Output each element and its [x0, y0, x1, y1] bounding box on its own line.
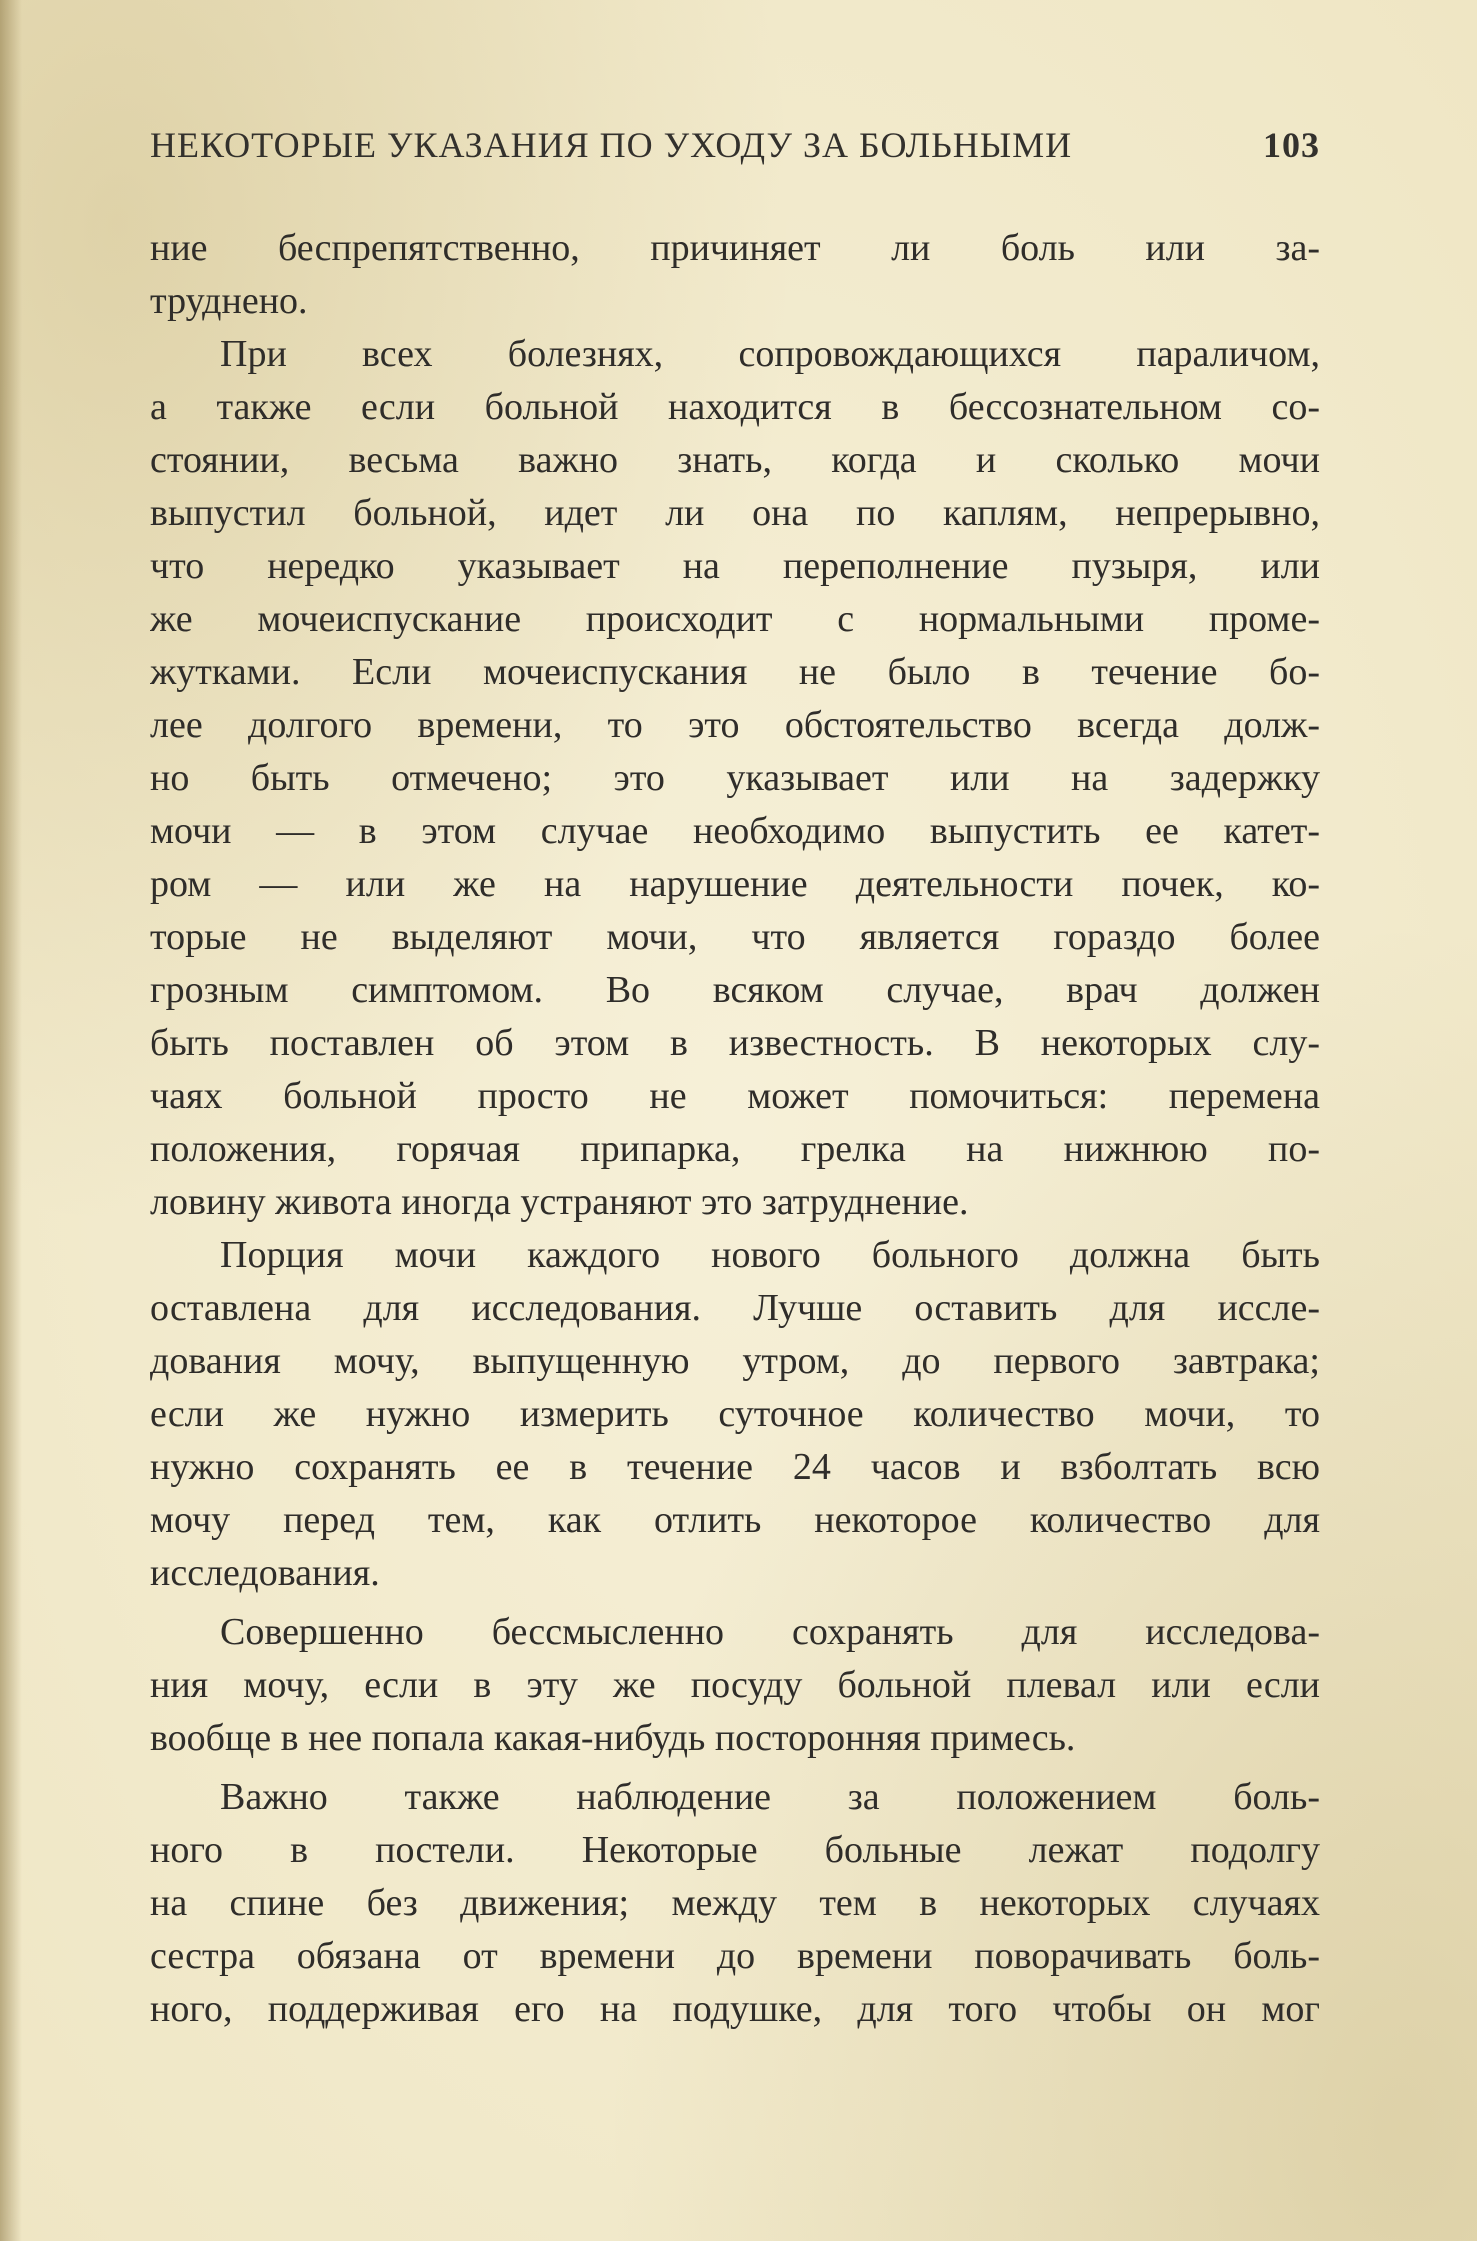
- page-edge-shadow: [0, 0, 22, 2241]
- paragraph-first-line: Важно также наблюдение за положением боль-: [220, 1776, 1320, 1818]
- text-line: мочи — в этом случае необходимо выпустить ее катет-: [150, 810, 1320, 852]
- text-line: грозным симптомом. Во всяком случае, врач должен: [150, 969, 1320, 1011]
- paragraph-first-line: При всех болезнях, сопровождающихся параличом,: [220, 333, 1320, 375]
- text-line: если же нужно измерить суточное количество мочи, то: [150, 1393, 1320, 1435]
- paragraph-first-line: Порция мочи каждого нового больного должна быть: [220, 1234, 1320, 1276]
- text-line: но быть отмечено; это указывает или на задержку: [150, 757, 1320, 799]
- page-body: [150, 222, 1320, 2036]
- text-line: же мочеиспускание происходит с нормальными проме-: [150, 598, 1320, 640]
- page-number: 103: [1263, 125, 1320, 165]
- text-line: лее долгого времени, то это обстоятельство всегда долж-: [150, 704, 1320, 746]
- text-line: стоянии, весьма важно знать, когда и сколько мочи: [150, 439, 1320, 481]
- page-header: [150, 124, 1320, 174]
- text-line: выпустил больной, идет ли она по каплям, непрерывно,: [150, 492, 1320, 534]
- text-line: сестра обязана от времени до времени поворачивать боль-: [150, 1935, 1320, 1977]
- text-line: а также если больной находится в бессознательном со-: [150, 386, 1320, 428]
- text-line: быть поставлен об этом в известность. В некоторых слу-: [150, 1022, 1320, 1064]
- text-line: ния мочу, если в эту же посуду больной плевал или если: [150, 1664, 1320, 1706]
- text-line: чаях больной просто не может помочиться: перемена: [150, 1075, 1320, 1117]
- text-line: нужно сохранять ее в течение 24 часов и взболтать всю: [150, 1446, 1320, 1488]
- text-line: вообще в нее попала какая-нибудь посторонняя примесь.: [150, 1717, 1076, 1759]
- text-line: что нередко указывает на переполнение пузыря, или: [150, 545, 1320, 587]
- text-line: положения, горячая припарка, грелка на нижнюю по-: [150, 1128, 1320, 1170]
- text-line: ние беспрепятственно, причиняет ли боль или за-: [150, 227, 1320, 269]
- text-line: труднено.: [150, 280, 308, 322]
- text-line: жутками. Если мочеиспускания не было в течение бо-: [150, 651, 1320, 693]
- text-line: торые не выделяют мочи, что является гораздо более: [150, 916, 1320, 958]
- text-line: ного в постели. Некоторые больные лежат подолгу: [150, 1829, 1320, 1871]
- text-line: на спине без движения; между тем в некоторых случаях: [150, 1882, 1320, 1924]
- running-title: НЕКОТОРЫЕ УКАЗАНИЯ ПО УХОДУ ЗА БОЛЬНЫМИ: [150, 125, 1073, 165]
- text-line: ром — или же на нарушение деятельности почек, ко-: [150, 863, 1320, 905]
- text-line: исследования.: [150, 1552, 380, 1594]
- text-line: мочу перед тем, как отлить некоторое количество для: [150, 1499, 1320, 1541]
- paragraph-first-line: Совершенно бессмысленно сохранять для исследова-: [220, 1611, 1320, 1653]
- text-line: ловину живота иногда устраняют это затруднение.: [150, 1181, 969, 1223]
- text-line: оставлена для исследования. Лучше оставить для иссле-: [150, 1287, 1320, 1329]
- text-line: ного, поддерживая его на подушке, для того чтобы он мог: [150, 1988, 1320, 2030]
- text-line: дования мочу, выпущенную утром, до первого завтрака;: [150, 1340, 1320, 1382]
